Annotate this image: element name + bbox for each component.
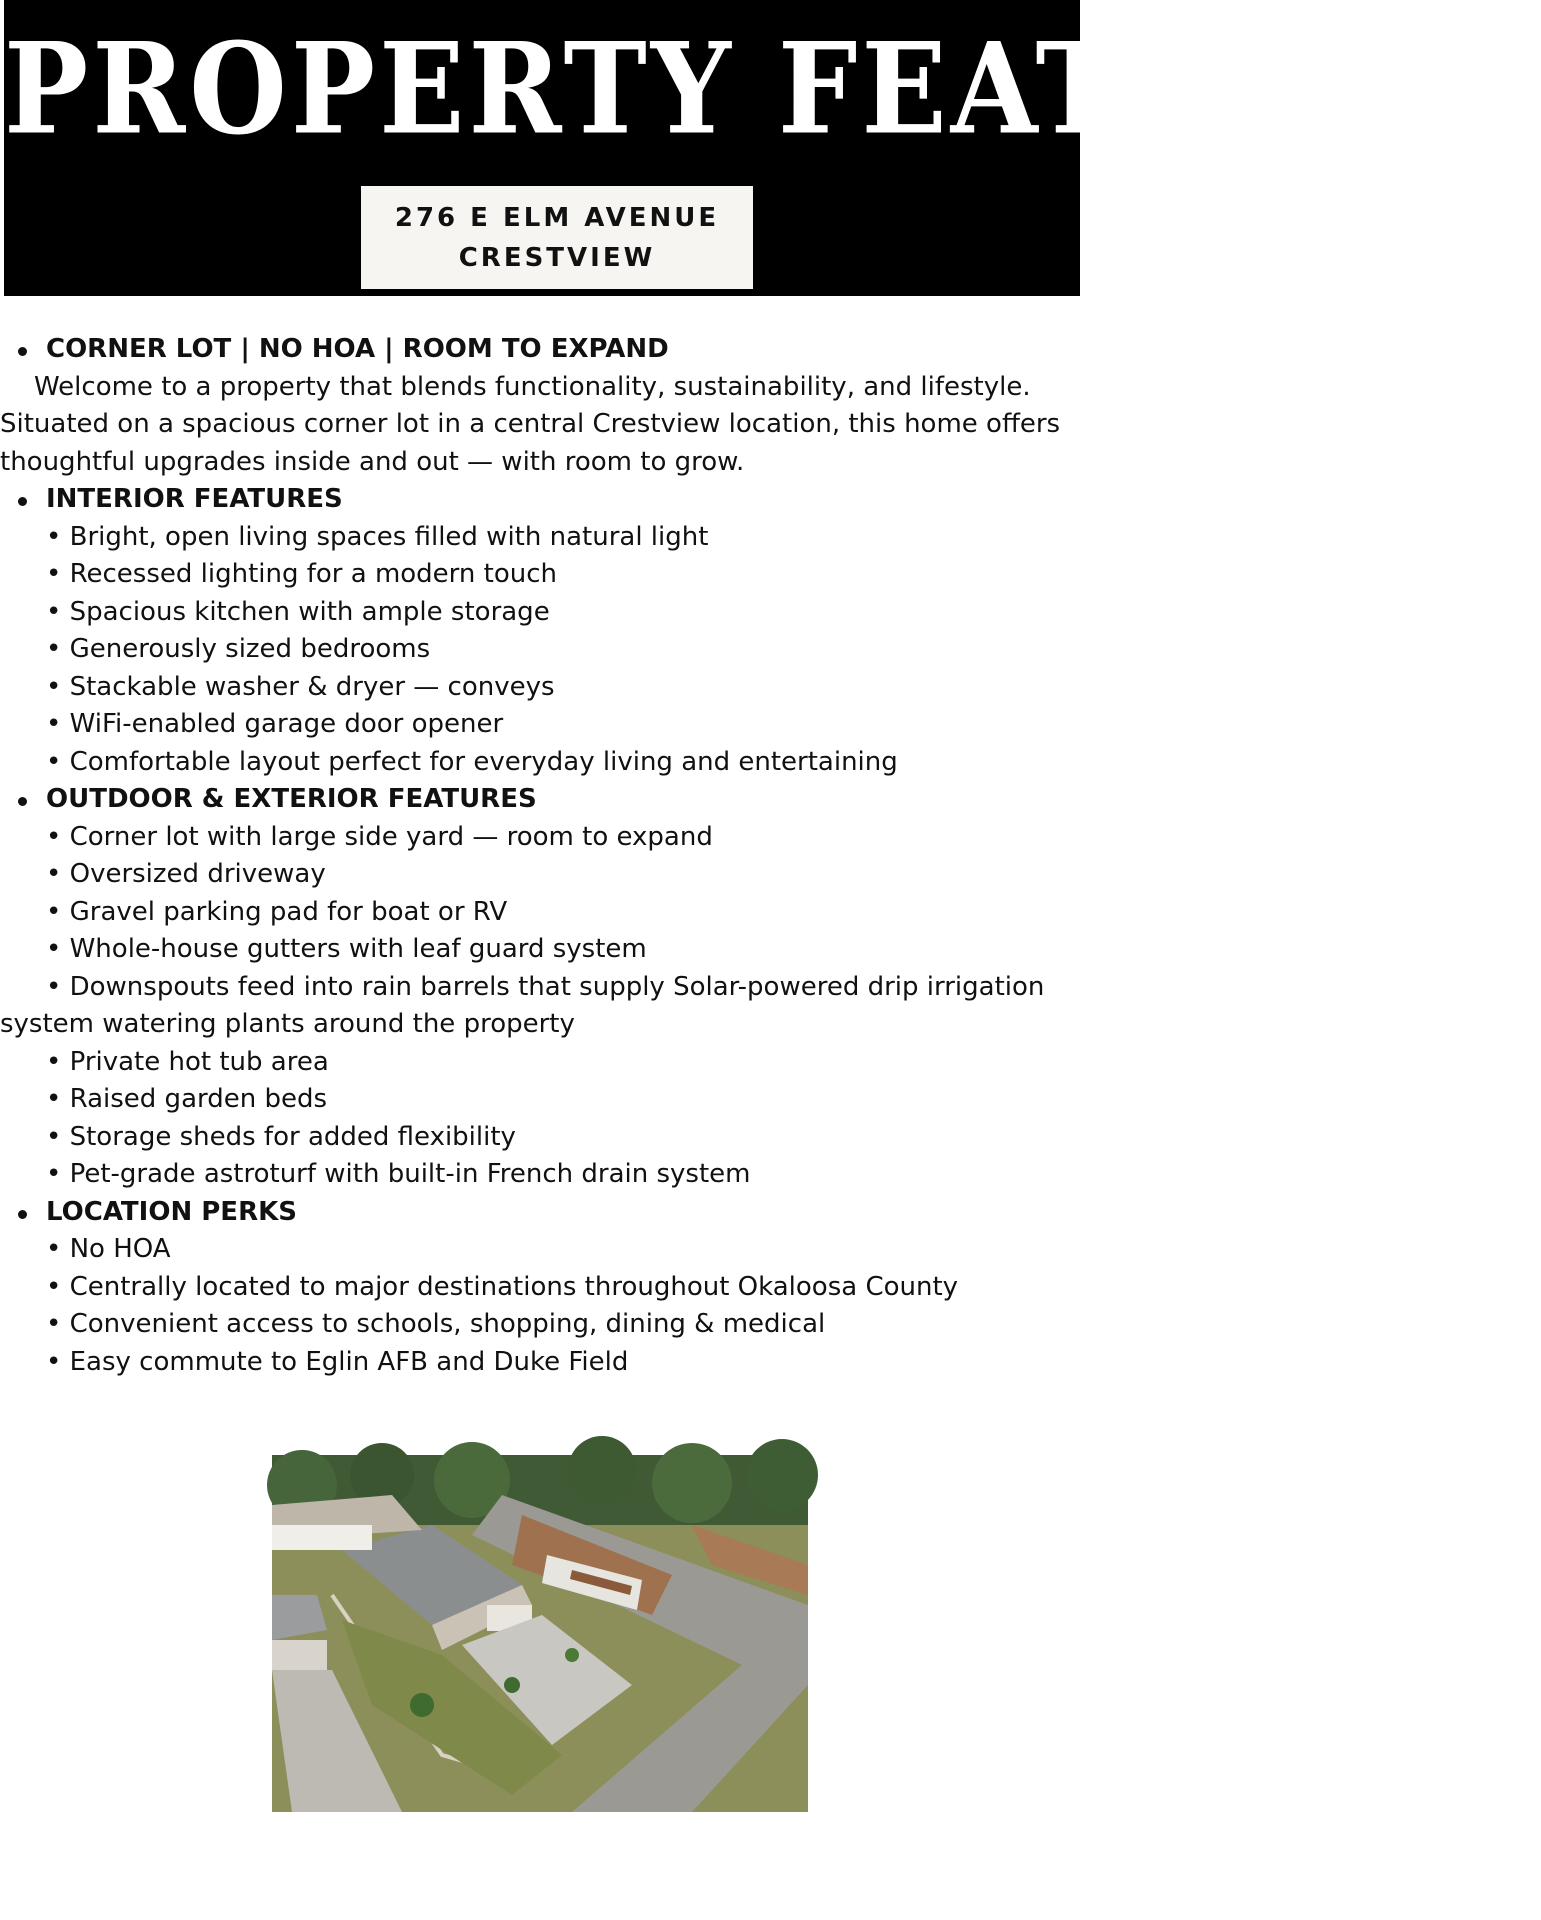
address-city: CRESTVIEW [458,243,656,273]
list-item: • Bright, open living spaces filled with natural light [46,521,709,552]
heading-text: LOCATION PERKS [46,1196,297,1227]
section-heading-outdoor [0,781,1080,819]
list-item: • Gravel parking pad for boat or RV [46,896,508,927]
list-item: • Whole-house gutters with leaf guard system [46,934,647,964]
list-item: • Centrally located to major destinations throughout Okaloosa County [46,1271,959,1302]
intro-line: Situated on a spacious corner lot in a central Crestview location, this home offers [0,409,1061,439]
list-item: • Downspouts feed into rain barrels that supply Solar-powered drip irrigation [46,971,1045,1002]
list-item: • Generously sized bedrooms [46,634,431,664]
bullet-icon [18,797,27,806]
list-item-continuation: system watering plants around the property [0,1009,575,1039]
list-item: • Spacious kitchen with ample storage [46,596,550,627]
list-item: • Raised garden beds [46,1084,328,1114]
bullet-icon [18,347,27,356]
heading-text: OUTDOOR & EXTERIOR FEATURES [46,784,537,814]
list-item: • Recessed lighting for a modern touch [46,559,558,589]
list-item: • No HOA [46,1234,171,1264]
list-item: • Storage sheds for added flexibility [46,1121,516,1152]
list-item: • Easy commute to Eglin AFB and Duke Field [46,1346,629,1377]
features-list [0,331,1080,1381]
list-item: • Corner lot with large side yard — room to expand [46,821,713,852]
intro-line: thoughtful upgrades inside and out — with room to grow. [0,446,745,477]
section-heading-location [0,1194,1080,1232]
list-item: • Pet-grade astroturf with built-in French drain system [46,1159,751,1189]
bullet-icon [18,497,27,506]
list-item: • Comfortable layout perfect for everyday living and entertaining [46,746,898,777]
address-street: 276 E ELM AVENUE [394,203,720,233]
list-item: • WiFi-enabled garage door opener [46,709,504,739]
heading-text: CORNER LOT | NO HOA | ROOM TO EXPAND [46,334,669,364]
list-item: • Convenient access to schools, shopping, dining & medical [46,1309,826,1339]
bullet-icon [18,1210,27,1219]
intro-line: Welcome to a property that blends functionality, sustainability, and lifestyle. [34,371,1031,402]
header-banner [4,0,1541,296]
section-heading-interior [0,481,1080,519]
address-box [361,186,753,289]
section-heading-intro [0,331,1080,369]
list-item: • Stackable washer & dryer — conveys [46,671,555,702]
list-item: • Private hot tub area [46,1046,329,1077]
list-item: • Oversized driveway [46,859,326,889]
aerial-property-photo [272,1455,808,1812]
page-title: PROPERTY FEATURES: [4,16,1541,163]
heading-text: INTERIOR FEATURES [46,484,343,514]
